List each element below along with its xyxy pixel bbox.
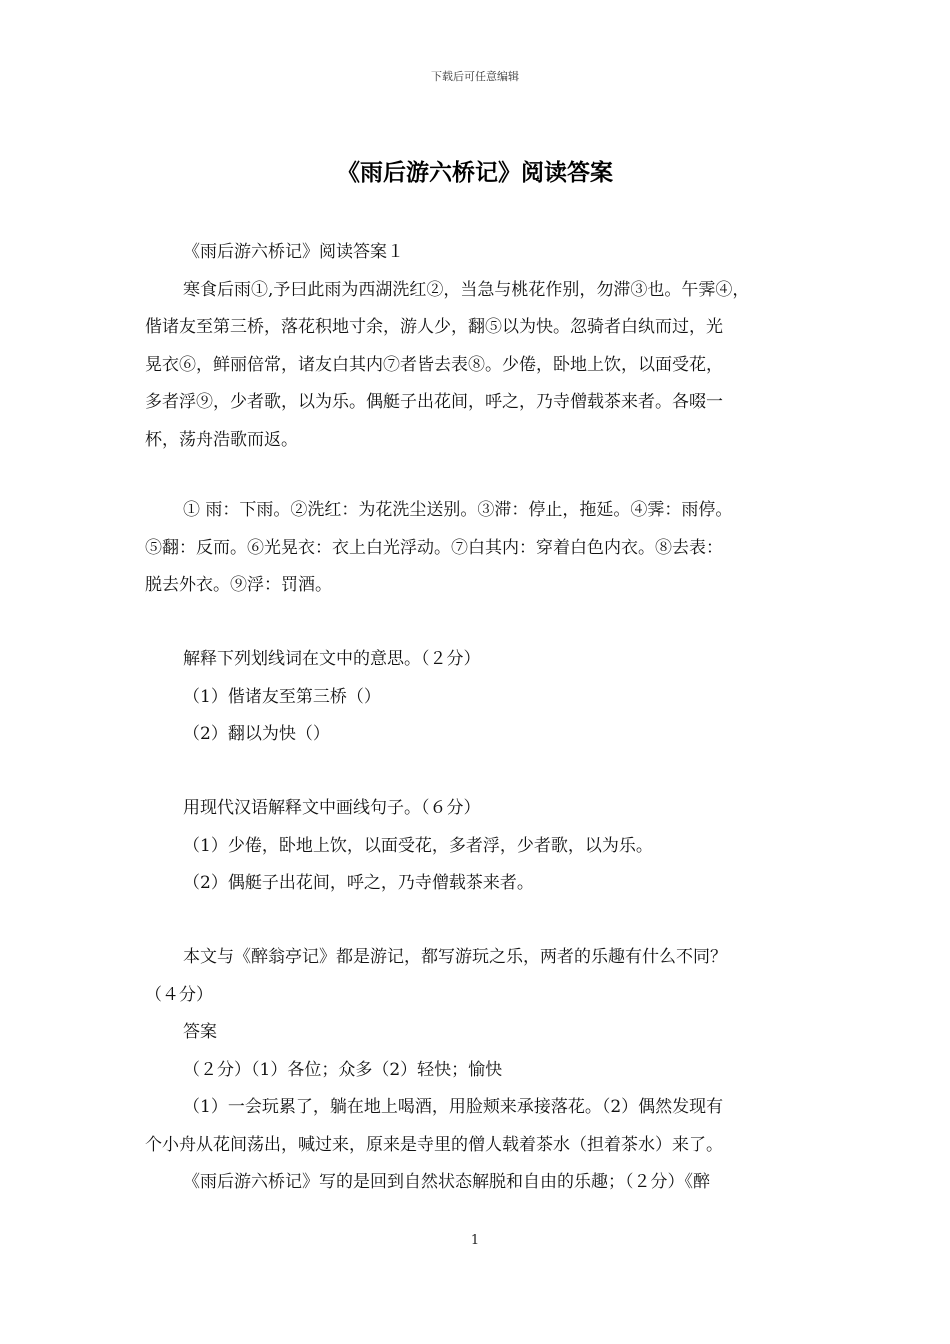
passage-line: 偕诸友至第三桥，落花积地寸余，游人少，翻⑤以为快。忽骑者白纨而过，光 bbox=[145, 317, 723, 337]
answer-line: （２分）（1）各位；众多（2）轻快；愉快 bbox=[183, 1059, 503, 1080]
question-2-item: （1）少倦，卧地上饮，以面受花，多者浮，少者歌，以为乐。 bbox=[183, 835, 653, 856]
answer-line: （1）一会玩累了，躺在地上喝酒，用脸颊来承接落花。（2）偶然发现有 bbox=[183, 1097, 724, 1117]
passage-line: 晃衣⑥，鲜丽倍常，诸友白其内⑦者皆去表⑧。少倦，卧地上饮，以面受花， bbox=[145, 354, 723, 375]
passage-line: 多者浮⑨，少者歌，以为乐。偶艇子出花间，呼之，乃寺僧载茶来者。各啜一 bbox=[145, 392, 723, 412]
passage-block bbox=[145, 234, 810, 459]
question-2-prompt: 用现代汉语解释文中画线句子。（６分） bbox=[183, 798, 481, 818]
document-title: 《雨后游六桥记》阅读答案 bbox=[337, 159, 613, 186]
question-3-prompt-cont: （４分） bbox=[145, 984, 213, 1005]
note-line: ① 雨：下雨。②洗红：为花洗尘送别。③滞：停止，拖延。④霁：雨停。 bbox=[183, 500, 733, 520]
answer-heading: 答案 bbox=[183, 1022, 217, 1042]
passage-line: 杯，荡舟浩歌而返。 bbox=[145, 429, 298, 450]
note-line: ⑤翻：反而。⑥光晃衣：衣上白光浮动。⑦白其内：穿着白色内衣。⑧去表： bbox=[145, 537, 723, 558]
question-2-block bbox=[145, 790, 810, 903]
question-2-item: （2）偶艇子出花间，呼之，乃寺僧载茶来者。 bbox=[183, 873, 534, 893]
question-3-block bbox=[145, 939, 810, 1202]
question-1-block bbox=[145, 641, 810, 754]
question-1-item: （1）偕诸友至第三桥（） bbox=[183, 686, 381, 707]
page-number: 1 bbox=[470, 1233, 480, 1248]
passage-line: 寒食后雨①,予曰此雨为西湖洗红②，当急与桃花作别，勿滞③也。午霁④， bbox=[183, 279, 750, 300]
answer-line: 《雨后游六桥记》写的是回到自然状态解脱和自由的乐趣；（２分）《醉 bbox=[183, 1172, 710, 1192]
answer-line: 个小舟从花间荡出，喊过来，原来是寺里的僧人载着茶水（担着茶水）来了。 bbox=[145, 1134, 723, 1155]
question-1-prompt: 解释下列划线词在文中的意思。（２分） bbox=[183, 649, 481, 669]
section-heading: 《雨后游六桥记》阅读答案１ bbox=[183, 242, 404, 262]
question-3-prompt: 本文与《醉翁亭记》都是游记，都写游玩之乐，两者的乐趣有什么不同？ bbox=[183, 947, 727, 967]
question-1-item: （2）翻以为快（） bbox=[183, 724, 330, 744]
notes-block bbox=[145, 492, 810, 605]
note-line: 脱去外衣。⑨浮：罚酒。 bbox=[145, 575, 332, 595]
header-note: 下载后可任意编辑 bbox=[431, 70, 519, 83]
